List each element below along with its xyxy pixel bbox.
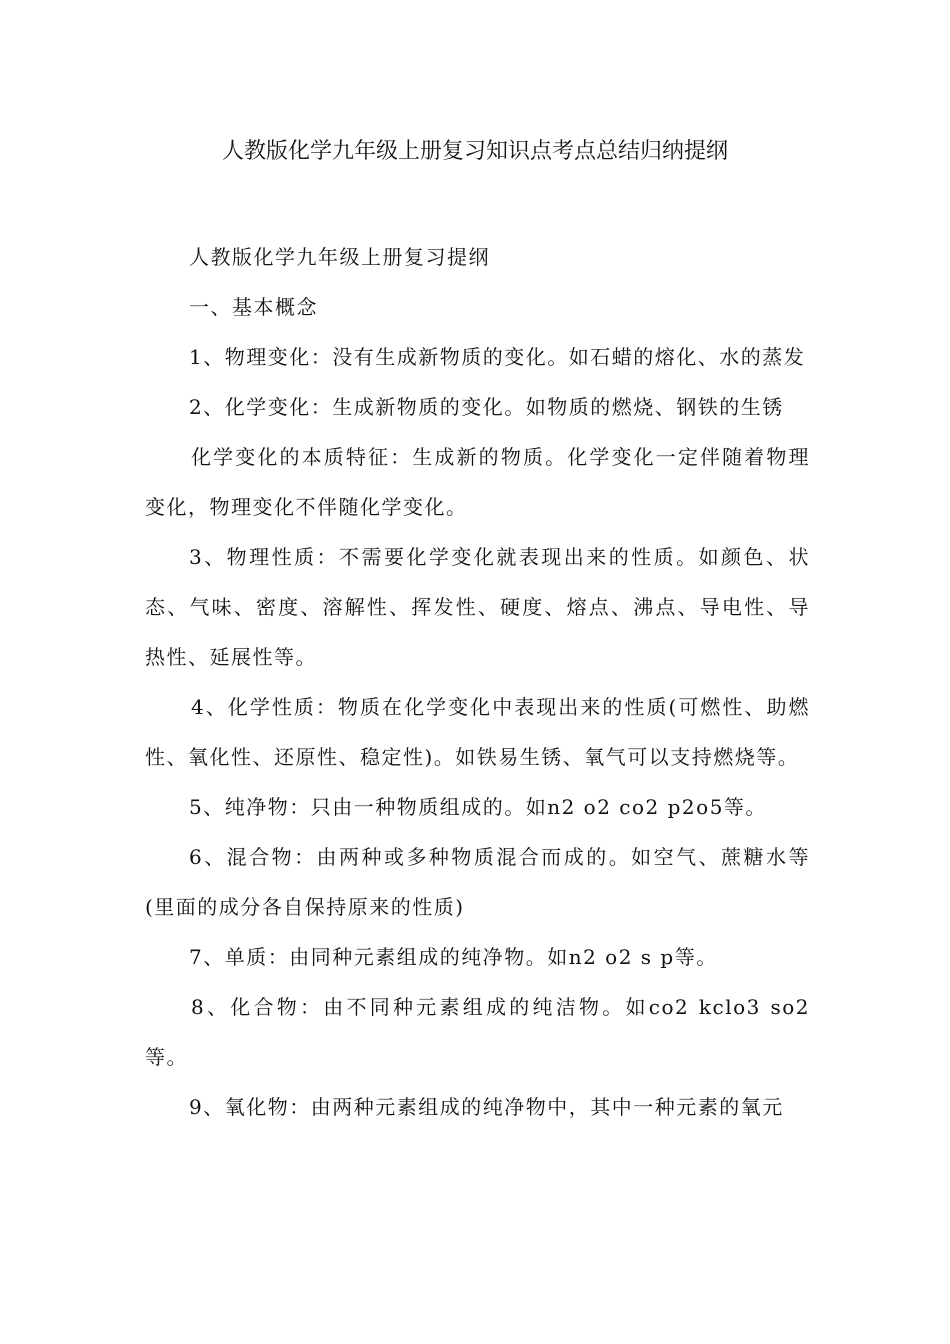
- paragraph-chemical-property: 4、化学性质：物质在化学变化中表现出来的性质(可燃性、助燃性、氧化性、还原性、稳定性)。如铁易生锈、氧气可以支持燃烧等。: [145, 695, 810, 769]
- paragraph-physical-change: 1、物理变化：没有生成新物质的变化。如石蜡的熔化、水的蒸发: [189, 345, 806, 369]
- paragraph-element-substance: 7、单质：由同种元素组成的纯净物。如n2 o2 s p等。: [189, 945, 718, 969]
- paragraph-compound: 8、化合物：由不同种元素组成的纯洁物。如co2 kclo3 so2等。: [145, 995, 810, 1069]
- paragraph-section-heading: 一、基本概念: [189, 295, 318, 319]
- document-body: [145, 232, 810, 1132]
- paragraph-pure-substance: 5、纯净物：只由一种物质组成的。如n2 o2 co2 p2o5等。: [189, 795, 767, 819]
- paragraph-mixture: 6、混合物：由两种或多种物质混合而成的。如空气、蔗糖水等(里面的成分各自保持原来的性质): [145, 845, 810, 919]
- paragraph-subtitle: 人教版化学九年级上册复习提纲: [189, 245, 490, 269]
- paragraph-chemical-change: 2、化学变化：生成新物质的变化。如物质的燃烧、钢铁的生锈: [189, 395, 784, 419]
- paragraph-chemical-change-essence: 化学变化的本质特征：生成新的物质。化学变化一定伴随着物理变化，物理变化不伴随化学变化。: [145, 445, 810, 519]
- document-title: 人教版化学九年级上册复习知识点考点总结归纳提纲: [221, 139, 728, 164]
- paragraph-physical-property: 3、物理性质：不需要化学变化就表现出来的性质。如颜色、状态、气味、密度、溶解性、挥发性、硬度、熔点、沸点、导电性、导热性、延展性等。: [145, 545, 810, 669]
- paragraph-oxide: 9、氧化物：由两种元素组成的纯净物中，其中一种元素的氧元: [189, 1095, 784, 1119]
